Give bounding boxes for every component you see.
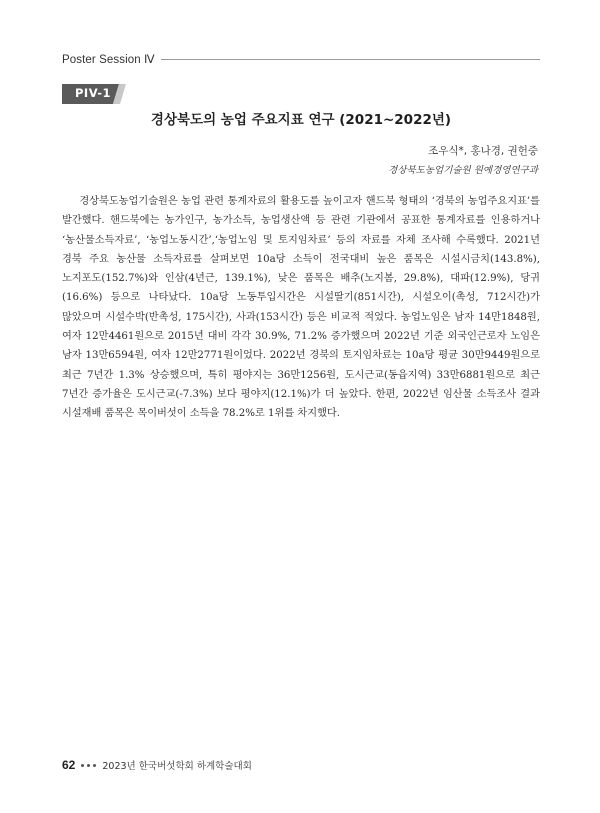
abstract-body: 경상북도농업기술원은 농업 관련 통계자료의 활용도를 높이고자 핸드북 형태의 ‘경북의 농업주요지표’를 발간했다. 핸드북에는 농가인구, 농가소득, 농업생산액 등 관련 기관에서 공표한 통계자료를 인용하거나 ‘농산물소득자료’, ‘농업노동시간’,‘농업노임 및 토지임차료’ 등의 자료를 자체 조사해 수록했다. 2021년 경북 주요 농산물 소득자료를 살펴보면 10a당 소득이 전국대비 높은 품목은 시설시금치(143.8%), 노지포도(152.7%)와 인삼(4년근, 139.1%), 낮은 품목은 배추(노지봄, 29.8%), 대파(12.9%), 당귀(16.6%) 등으로 나타났다. 10a당 노동투입시간은 시설딸기(851시간), 시설오이(촉성, 712시간)가 많았으며 시설수박(반촉성, 175시간), 사과(153시간) 등은 비교적 적었다. 농업노임은 남자 14만1848원, 여자 12만4461원으로 2015년 대비 각각 30.9%, 71.2% 증가했으며 2022년 기준 외국인근로자 노임은 남자 13만6594원, 여자 12만2771원이었다. 2022년 경북의 토지임차료는 10a당 평균 30만9449원으로 최근 7년간 1.3% 상승했으며, 특히 평야지는 36만1256원, 도시근교(동읍지역) 33만6881원으로 최근 7년간 증가율은 도시근교(-7.3%) 보다 평야지(12.1%)가 더 높았다. 한편, 2022년 임산물 소득조사 결과 시설재배 품목은 목이버섯이 소득을 78.2%로 1위를 차지했다. xyxy=(62,196,540,420)
page-header xyxy=(62,51,540,67)
author-list: 조우식*, 홍나경, 권헌중 xyxy=(428,145,538,157)
page-number: 62 xyxy=(62,758,76,772)
session-label: Poster Session Ⅳ xyxy=(62,54,155,66)
poster-id: PIV-1 xyxy=(75,86,112,100)
conference-name: 2023년 한국버섯학회 하계학술대회 xyxy=(102,761,252,772)
header-rule xyxy=(161,59,540,60)
paper-title: 경상북도의 농업 주요지표 연구 (2021~2022년) xyxy=(150,112,452,128)
footer-dots xyxy=(81,764,96,767)
affiliation: 경상북도농업기술원 원예경영연구과 xyxy=(388,165,538,176)
page-footer xyxy=(62,758,252,772)
poster-id-badge xyxy=(62,84,126,104)
